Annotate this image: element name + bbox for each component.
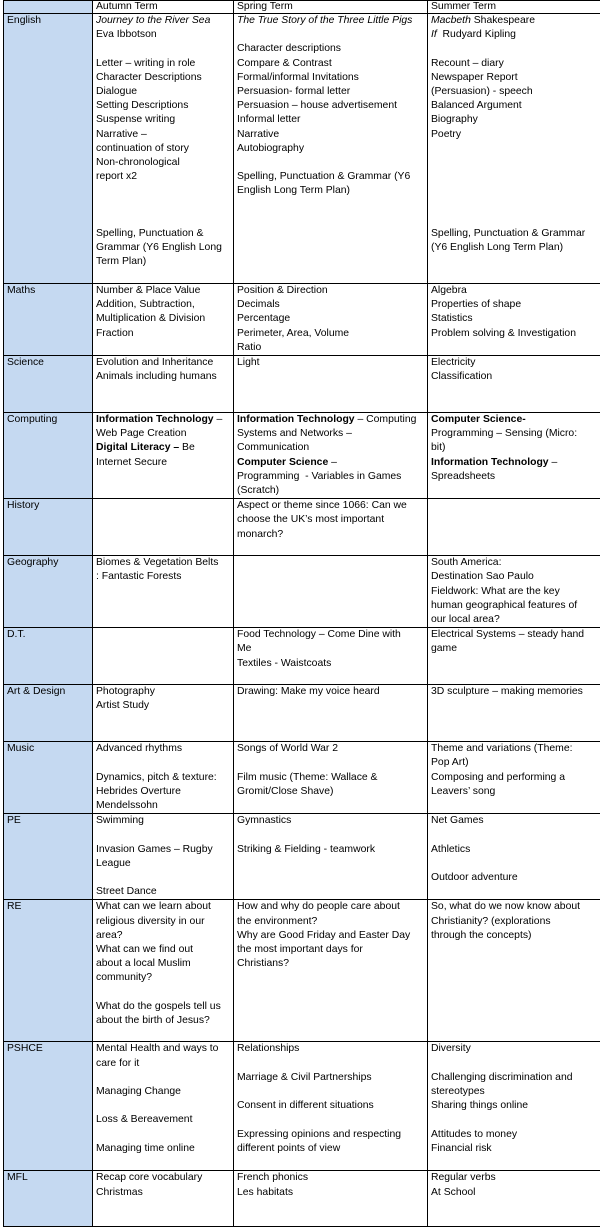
cell-line: Setting Descriptions [96,100,189,112]
cell-line: French phonics [237,1172,309,1184]
summer-term-cell [428,284,600,356]
cell-line: Animals including humans [96,371,217,383]
cell-line: Non-chronological [96,157,180,169]
cell-line: Compare & Contrast [237,57,332,69]
spring-term-cell [234,1171,428,1227]
cell-line [237,756,427,770]
subject-row-pe [4,814,600,900]
cell-line: Percentage [237,313,291,325]
spring-term-cell [234,556,428,628]
subject-cell: History [4,499,93,556]
cell-line: Recap core vocabulary [96,1172,203,1184]
cell-line: stereotypes [431,1086,485,1098]
summer-term-cell [428,499,600,556]
cell-line: Algebra [431,285,467,296]
cell-line: Striking & Fielding - teamwork [237,843,376,855]
cell-line: through the concepts) [431,929,532,941]
cell-line: Mendelssohn [96,800,158,812]
cell-line: Perimeter, Area, Volume [237,327,350,339]
cell-line: Mental Health and ways to [96,1043,219,1055]
cell-line: Gymnastics [237,815,292,827]
cell-line: Balanced Argument [431,100,522,112]
cell-line [96,871,233,885]
summer-term-cell [428,14,600,284]
cell-line [431,413,600,427]
cell-line: Sharing things online [431,1100,529,1112]
cell-line [431,142,600,156]
subject-row-geography [4,556,600,628]
cell-line: Athletics [431,843,471,855]
header-row [4,1,600,14]
cell-line: 3D sculpture – making memories [431,686,583,698]
cell-line: community? [96,972,153,984]
cell-line: Why are Good Friday and Easter Day [237,929,411,941]
cell-line: Term Plan) [96,256,147,268]
autumn-term-cell [93,685,234,742]
cell-line: Artist Study [96,700,150,712]
cell-line: Photography [96,686,155,698]
cell-line: the most important days for [237,944,363,956]
cell-line [96,413,233,427]
spring-term-cell [234,1042,428,1171]
summer-term-cell [428,628,600,685]
cell-line: Composing and performing a [431,771,565,783]
autumn-term-cell [93,814,234,900]
cell-line [431,857,600,871]
spring-term-cell [234,628,428,685]
summer-term-cell [428,685,600,742]
subject-cell: Maths [4,284,93,356]
cell-line [431,213,600,227]
cell-text: Shakespeare [470,15,535,26]
cell-line: area? [96,929,123,941]
cell-line: Marriage & Civil Partnerships [237,1071,372,1083]
subject-row-mfl [4,1171,600,1227]
cell-line: Les habitats [237,1186,294,1198]
cell-line: Songs of World War 2 [237,743,339,755]
cell-line: Diversity [431,1043,471,1055]
cell-line: Christmas [96,1186,143,1198]
cell-text: – [213,414,223,426]
cell-line: Spreadsheets [431,470,496,482]
cell-line: Outdoor adventure [431,872,518,884]
cell-line [237,828,427,842]
summer-term-cell [428,556,600,628]
cell-line [431,456,600,470]
cell-line: (Persuasion) - speech [431,86,533,97]
summer-term-cell [428,413,600,499]
summer-term-cell [428,1042,600,1171]
subject-cell: PSHCE [4,1042,93,1171]
cell-line: Internet Secure [96,456,168,468]
cell-line: Christianity? (explorations [431,915,551,927]
autumn-term-cell [93,413,234,499]
cell-line [431,184,600,198]
cell-line: Hebrides Overture [96,785,181,797]
cell-line: English Long Term Plan) [237,185,351,197]
cell-line: different points of view [237,1142,341,1154]
cell-line: What can we find out [96,944,194,956]
cell-line [431,1057,600,1071]
subject-row-science [4,356,600,413]
autumn-term-cell [93,284,234,356]
cell-line [431,28,600,42]
cell-line: Properties of shape [431,299,522,311]
cell-text: Macbeth [431,15,471,26]
cell-text: – [328,456,337,468]
spring-term-header: Spring Term [234,1,428,14]
autumn-term-cell [93,356,234,413]
autumn-term-cell [93,14,234,284]
cell-line [431,1113,600,1127]
cell-line: religious diversity in our [96,915,205,927]
cell-line: Expressing opinions and respecting [237,1128,402,1140]
cell-line [96,828,233,842]
cell-line: Decimals [237,299,280,311]
cell-line: Managing time online [96,1142,195,1154]
subject-row-art-design [4,685,600,742]
cell-line: care for it [96,1057,140,1069]
cell-line [431,199,600,213]
cell-line: our local area? [431,614,500,626]
cell-line: Persuasion – house advertisement [237,100,397,112]
summer-term-header: Summer Term [428,1,600,14]
spring-term-cell [234,814,428,900]
cell-line: How and why do people care about [237,901,400,913]
cell-line: Character descriptions [237,43,341,55]
cell-line: Character Descriptions [96,71,202,83]
cell-line: Leavers’ song [431,785,496,797]
cell-line [96,1128,233,1142]
cell-text: Digital Literacy – [96,442,180,454]
summer-term-cell [428,814,600,900]
cell-line: Eva Ibbotson [96,29,157,41]
summer-term-cell [428,900,600,1042]
cell-line: Attitudes to money [431,1128,518,1140]
cell-line: Invasion Games – Rugby [96,843,213,855]
cell-line [96,986,233,1000]
cell-line: (Y6 English Long Term Plan) [431,242,564,254]
cell-line: Autobiography [237,142,305,154]
cell-line: Systems and Networks – [237,428,352,440]
cell-line [431,42,600,56]
cell-text: Computer Science- [431,414,526,426]
cell-line [237,28,427,42]
cell-line: Regular verbs [431,1172,496,1184]
cell-line: Consent in different situations [237,1100,374,1112]
spring-term-cell [234,685,428,742]
cell-line: Biomes & Vegetation Belts [96,557,219,569]
cell-line: Newspaper Report [431,71,518,83]
cell-line: Advanced rhythms [96,743,183,755]
cell-line: Pop Art) [431,757,469,769]
cell-line: Aspect or theme since 1066: Can we [237,500,407,512]
cell-line: What can we learn about [96,901,211,913]
cell-line: Street Dance [96,886,157,898]
spring-term-cell [234,900,428,1042]
cell-line: Film music (Theme: Wallace & [237,771,378,783]
cell-line [96,213,233,227]
spring-term-cell [234,499,428,556]
cell-line [431,170,600,184]
subject-cell: D.T. [4,628,93,685]
subject-row-history [4,499,600,556]
autumn-term-cell [93,499,234,556]
cell-text: Information Technology [431,456,549,468]
cell-line: Dialogue [96,86,138,97]
subject-row-pshce [4,1042,600,1171]
curriculum-body [4,14,600,1227]
subject-cell: English [4,14,93,284]
cell-line: Electrical Systems – steady hand [431,629,585,641]
cell-line: At School [431,1186,476,1198]
subject-row-music [4,742,600,814]
cell-line: Spelling, Punctuation & [96,227,204,239]
cell-line: Narrative – [96,128,147,140]
cell-line: Recount – diary [431,57,504,69]
cell-text: Information Technology [237,414,355,426]
cell-line: Light [237,357,260,369]
subject-cell: Science [4,356,93,413]
cell-line: Position & Direction [237,285,328,296]
cell-line: Statistics [431,313,473,325]
cell-text: If [431,29,437,41]
subject-cell: Music [4,742,93,814]
autumn-term-cell [93,900,234,1042]
cell-line: Fieldwork: What are the key [431,585,560,597]
cell-line [431,14,600,28]
cell-line: Financial risk [431,1142,492,1154]
cell-line: Programming - Variables in Games [237,470,402,482]
cell-line [237,1085,427,1099]
cell-line: Christians? [237,958,289,970]
subject-row-re [4,900,600,1042]
cell-text: – Computing [354,414,417,426]
cell-line: Narrative [237,128,280,140]
cell-line: Ratio [237,341,262,353]
cell-line: Swimming [96,815,144,827]
cell-line: The True Story of the Three Little Pigs [237,15,413,26]
cell-line: game [431,643,457,655]
cell-line [237,1113,427,1127]
cell-line: Journey to the River Sea [96,15,211,26]
cell-line: about the birth of Jesus? [96,1015,210,1027]
cell-line: Problem solving & Investigation [431,327,576,339]
cell-line: Multiplication & Division [96,313,206,325]
cell-line: Communication [237,442,310,454]
cell-line: Fraction [96,327,134,339]
cell-line: Textiles - Waistcoats [237,657,332,669]
cell-line: Net Games [431,815,484,827]
cell-line: report x2 [96,171,138,183]
cell-line: Letter – writing in role [96,57,196,69]
subject-cell: RE [4,900,93,1042]
spring-term-cell [234,284,428,356]
subject-cell: Computing [4,413,93,499]
cell-line: bit) [431,442,446,454]
autumn-term-cell [93,628,234,685]
cell-line: Destination Sao Paulo [431,571,534,583]
cell-text: Information Technology [96,414,214,426]
cell-line [431,156,600,170]
cell-line [237,456,427,470]
spring-term-cell [234,14,428,284]
cell-line: Addition, Subtraction, [96,299,195,311]
cell-line: Number & Place Value [96,285,201,296]
cell-line: continuation of story [96,142,189,154]
cell-line: Informal letter [237,114,301,126]
cell-line [237,156,427,170]
cell-line: Spelling, Punctuation & Grammar [431,227,586,239]
cell-line [96,184,233,198]
subject-cell: PE [4,814,93,900]
cell-line: Formal/informal Invitations [237,71,359,83]
cell-line: monarch? [237,528,284,540]
cell-line: Dynamics, pitch & texture: [96,771,217,783]
cell-line [96,1071,233,1085]
cell-line: Grammar (Y6 English Long [96,242,222,254]
cell-line: : Fantastic Forests [96,571,182,583]
cell-line [237,1057,427,1071]
summer-term-cell [428,1171,600,1227]
cell-line: Poetry [431,128,462,140]
subject-row-maths [4,284,600,356]
cell-line: Food Technology – Come Dine with [237,629,401,641]
cell-line: Programming – Sensing (Micro: [431,428,578,440]
cell-line: Loss & Bereavement [96,1114,193,1126]
subject-cell: Geography [4,556,93,628]
cell-line: the environment? [237,915,318,927]
cell-line: about a local Muslim [96,958,191,970]
cell-line: Electricity [431,357,476,369]
cell-line: Relationships [237,1043,300,1055]
cell-line: Persuasion- formal letter [237,86,351,97]
cell-line: Challenging discrimination and [431,1071,573,1083]
autumn-term-cell [93,742,234,814]
subject-cell: Art & Design [4,685,93,742]
autumn-term-cell [93,1042,234,1171]
cell-text: Be [179,442,195,454]
cell-line: Suspense writing [96,114,176,126]
cell-text: Computer Science [237,456,329,468]
cell-line: Gromit/Close Shave) [237,785,334,797]
cell-line: Classification [431,371,493,383]
autumn-term-cell [93,556,234,628]
subject-row-computing [4,413,600,499]
cell-line: So, what do we now know about [431,901,581,913]
subject-header [4,1,93,14]
cell-line: What do the gospels tell us [96,1000,221,1012]
cell-line: Evolution and Inheritance [96,357,214,369]
subject-row-english [4,14,600,284]
spring-term-cell [234,742,428,814]
cell-text: – [548,456,558,468]
cell-line: human geographical features of [431,599,578,611]
cell-line [96,42,233,56]
cell-line: Web Page Creation [96,428,187,440]
cell-line: League [96,857,131,869]
cell-line [237,413,427,427]
cell-line: Drawing: Make my voice heard [237,686,380,698]
cell-line: choose the UK’s most important [237,514,385,526]
cell-line [96,441,233,455]
cell-line: Biography [431,114,478,126]
cell-line: Theme and variations (Theme: [431,743,573,755]
cell-line [96,1099,233,1113]
cell-line [96,199,233,213]
cell-line: (Scratch) [237,485,280,497]
subject-row-dt [4,628,600,685]
cell-line: Spelling, Punctuation & Grammar (Y6 [237,171,411,183]
cell-line: Me [237,643,252,655]
spring-term-cell [234,356,428,413]
autumn-term-cell [93,1171,234,1227]
curriculum-table [3,0,600,1227]
cell-text: Rudyard Kipling [436,29,516,41]
subject-cell: MFL [4,1171,93,1227]
cell-line: Managing Change [96,1086,181,1098]
spring-term-cell [234,413,428,499]
summer-term-cell [428,742,600,814]
cell-line [96,756,233,770]
summer-term-cell [428,356,600,413]
cell-line: South America: [431,557,502,569]
cell-line [431,828,600,842]
autumn-term-header: Autumn Term [93,1,234,14]
